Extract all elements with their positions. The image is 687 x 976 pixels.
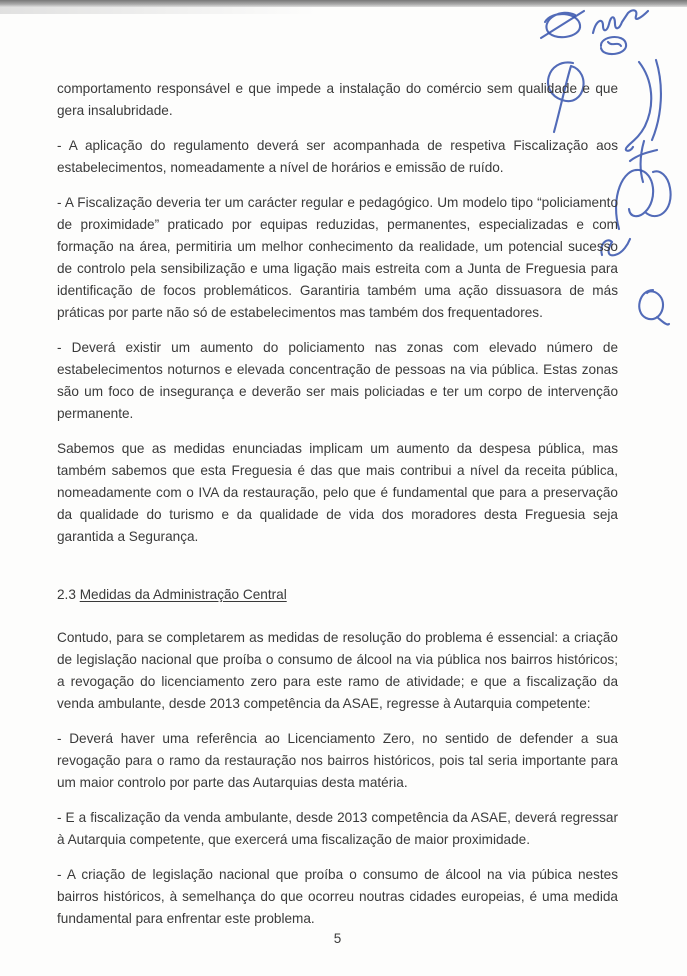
section-heading (57, 584, 618, 606)
paragraph: comportamento responsável e que impede a instalação do comércio sem qualidade e que gera insalubridade. (57, 81, 618, 118)
paragraph: Contudo, para se completarem as medidas de resolução do problema é essencial: a criação de legislação nacional que proíba o consumo de álcool na via pública nos bairros históricos; a revogação do licenciamento zero para este ramo de atividade; e que a fiscalização da venda ambulante, desde 2013 competência da ASAE, regresse à Autarquia competente: (57, 630, 618, 711)
handwritten-large-loop (616, 170, 671, 229)
section-title: Medidas da Administração Central (79, 587, 287, 602)
handwritten-cross-t (630, 141, 657, 182)
paragraph: - E a fiscalização da venda ambulante, desde 2013 competência da ASAE, deverá regressar à Autarquia competente, que exercerá uma fiscalização de maior proximidade. (57, 810, 618, 847)
page-number: 5 (333, 931, 342, 946)
handwritten-word (593, 10, 648, 33)
paragraph: - Deverá existir um aumento do policiamento nas zonas com elevado número de estabelecimentos noturnos e elevada concentração de pessoas na via pública. Estas zonas são um foco de insegurança e deverão ser mais policiadas e ter um corpo de intervenção permanente. (57, 340, 618, 421)
page-content (57, 78, 618, 943)
handwritten-o-tail (639, 290, 669, 325)
paragraph: - A criação de legislação nacional que proíba o consumo de álcool na via púbica nestes bairros históricos, à semelhança do que ocorreu noutras cidades europeias, é uma medida fundamental para enfrentar este problema. (57, 867, 618, 926)
section-number: 2.3 (57, 587, 76, 602)
handwritten-scribble-ball (545, 13, 580, 37)
handwritten-hook (626, 62, 651, 151)
paragraph: - A aplicação do regulamento deverá ser acompanhada de respetiva Fiscalização aos estabelecimentos, nomeadamente a nível de horários e emissão de ruído. (57, 138, 618, 175)
paragraph: Sabemos que as medidas enunciadas implicam um aumento da despesa pública, mas também sabemos que esta Freguesia é das que mais contribui a nível da receita pública, nomeadamente com o IVA da restauração, pelo que é fundamental que para a preservação da qualidade do turismo e da qualidade de vida dos moradores desta Freguesia seja garantida a Segurança. (57, 441, 618, 544)
handwritten-tall-stroke (652, 60, 661, 140)
scan-smudge-artifact (0, 7, 316, 14)
scan-edge-artifact (0, 0, 687, 7)
paragraph: - A Fiscalização deveria ter um carácter regular e pedagógico. Um modelo tipo “policiamento de proximidade” praticado por equipas reduzidas, permanentes, especializadas e com formação na área, permitiria um melhor conhecimento da realidade, um potencial sucesso de controlo pela sensibilização e uma ligação mais estreita com a Junta de Freguesia para identificação de focos problemáticos. Garantiria também uma ação dissuasora de más práticas por parte não só de estabelecimentos mas também dos frequentadores. (57, 195, 618, 320)
handwritten-cross-stroke (541, 11, 584, 38)
paragraph: - Deverá haver uma referência ao Licenciamento Zero, no sentido de defender a sua revogação para o ramo da restauração nos bairros históricos, pois tal seria importante para um maior controlo por parte das Autarquias desta matéria. (57, 731, 618, 790)
handwritten-circled-mark (601, 37, 626, 54)
